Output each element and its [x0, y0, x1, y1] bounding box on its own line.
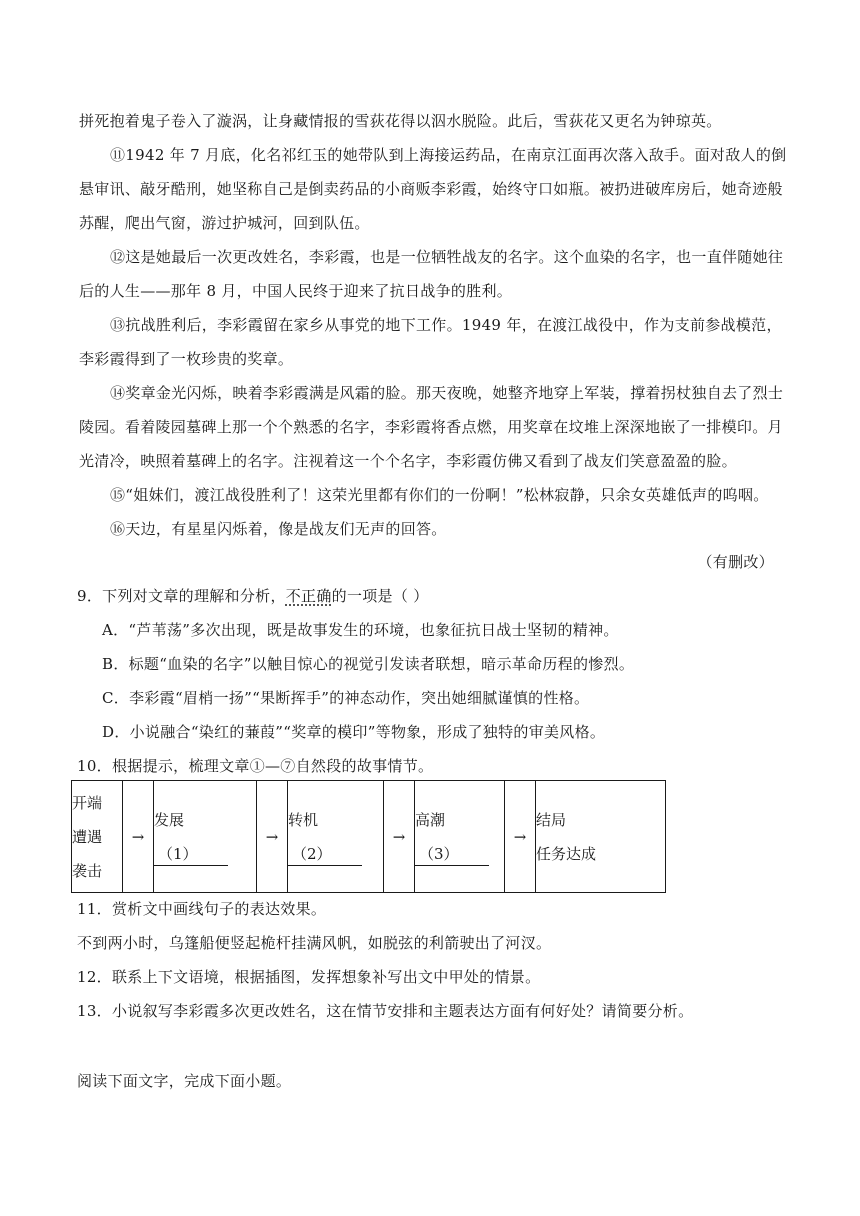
paragraph-14-line-2: 陵园。看着陵园墓碑上那一个个熟悉的名字，李彩霞将香点燃，用奖章在坟堆上深深地嵌了一排模印。月: [79, 418, 783, 436]
question-10-stem: 10．根据提示，梳理文章①—⑦自然段的故事情节。: [77, 757, 434, 775]
flow-arrow-2: →: [257, 781, 288, 893]
flow-end-label: 结局: [536, 810, 567, 829]
paragraph-11-line-1: ⑪1942 年 7 月底，化名祁红玉的她带队到上海接运药品，在南京江面再次落入敌手。面对敌人的倒: [110, 146, 787, 164]
flow-end-text: 任务达成: [536, 844, 597, 863]
question-9-emphasis: 不正确: [285, 587, 332, 605]
question-9-option-c: C．李彩霞“眉梢一扬”“果断挥手”的神态动作，突出她细腻谨慎的性格。: [102, 689, 590, 707]
question-11-quote: 不到两小时，乌篷船便竖起桅杆挂满风帆，如脱弦的利箭驶出了河汊。: [77, 934, 552, 952]
paragraph-11-line-3: 苏醒，爬出气窗，游过护城河，回到队伍。: [79, 214, 370, 232]
plot-flow-table: [71, 780, 666, 893]
question-13-stem: 13．小说叙写李彩霞多次更改姓名，这在情节安排和主题表达方面有何好处？请简要分析。: [77, 1002, 694, 1020]
edit-note: （有删改）: [697, 553, 774, 571]
flow-develop-blank[interactable]: （1）: [154, 843, 228, 866]
flow-climax-label: 高潮: [415, 810, 446, 829]
flow-develop-cell: [154, 781, 257, 893]
paragraph-12-line-2: 后的人生——那年 8 月，中国人民终于迎来了抗日战争的胜利。: [79, 282, 513, 300]
question-9-option-d: D．小说融合“染红的蒹葭”“奖章的模印”等物象，形成了独特的审美风格。: [102, 723, 606, 741]
question-9-stem-pre: 9．下列对文章的理解和分析，: [77, 587, 286, 605]
flow-develop-label: 发展: [154, 810, 185, 829]
flow-turn-label: 转机: [288, 810, 319, 829]
flow-climax-blank[interactable]: （3）: [415, 843, 489, 866]
flow-turn-blank[interactable]: （2）: [288, 843, 362, 866]
question-9-option-a: A．“芦苇荡”多次出现，既是故事发生的环境，也象征抗日战士坚韧的精神。: [102, 621, 619, 639]
paragraph-14-line-3: 光清冷，映照着墓碑上的名字。注视着这一个个名字，李彩霞仿佛又看到了战友们笑意盈盈的脸。: [79, 452, 737, 470]
flow-start-cell: [72, 781, 123, 893]
question-12-stem: 12．联系上下文语境，根据插图，发挥想象补写出文中甲处的情景。: [77, 968, 541, 986]
flow-climax-cell: [415, 781, 505, 893]
question-9-option-b: B．标题“血染的名字”以触目惊心的视觉引发读者联想，暗示革命历程的惨烈。: [102, 655, 635, 673]
paragraph-11-line-2: 悬审讯、敲牙酷刑，她坚称自己是倒卖药品的小商贩李彩霞，始终守口如瓶。被扔进破库房后，她奇迹般: [79, 180, 783, 198]
paragraph-13-line-2: 李彩霞得到了一枚珍贵的奖章。: [79, 350, 294, 368]
paragraph-14-line-1: ⑭奖章金光闪烁，映着李彩霞满是风霜的脸。那天夜晚，她整齐地穿上军装，撑着拐杖独自去了烈士: [110, 384, 784, 402]
flow-arrow-1: →: [123, 781, 154, 893]
next-section-instruction: 阅读下面文字，完成下面小题。: [77, 1072, 292, 1090]
paragraph-12-line-1: ⑫这是她最后一次更改姓名，李彩霞，也是一位牺牲战友的名字。这个血染的名字，也一直伴随她往: [110, 248, 784, 266]
flow-arrow-4: →: [505, 781, 536, 893]
paragraph-16: ⑯天边，有星星闪烁着，像是战友们无声的回答。: [110, 520, 447, 538]
flow-start-line-1: 开端: [72, 793, 103, 812]
question-11-stem: 11．赏析文中画线句子的表达效果。: [77, 900, 327, 918]
question-9-stem-post: 的一项是（ ）: [331, 587, 429, 605]
flow-turn-cell: [288, 781, 384, 893]
flow-end-cell: [536, 781, 666, 893]
flow-arrow-3: →: [384, 781, 415, 893]
paragraph-10-continued: 拼死抱着鬼子卷入了漩涡，让身藏情报的雪荻花得以泅水脱险。此后，雪荻花又更名为钟琼英。: [79, 112, 722, 130]
paragraph-13-line-1: ⑬抗战胜利后，李彩霞留在家乡从事党的地下工作。1949 年，在渡江战役中，作为支前参战模范，: [110, 316, 782, 334]
flow-start-line-2: 遭遇: [72, 827, 103, 846]
question-9-stem: [77, 585, 782, 607]
paragraph-15: ⑮“姐妹们，渡江战役胜利了！这荣光里都有你们的一份啊！”松林寂静，只余女英雄低声的呜咽。: [110, 486, 769, 504]
flow-start-line-3: 袭击: [72, 861, 103, 880]
